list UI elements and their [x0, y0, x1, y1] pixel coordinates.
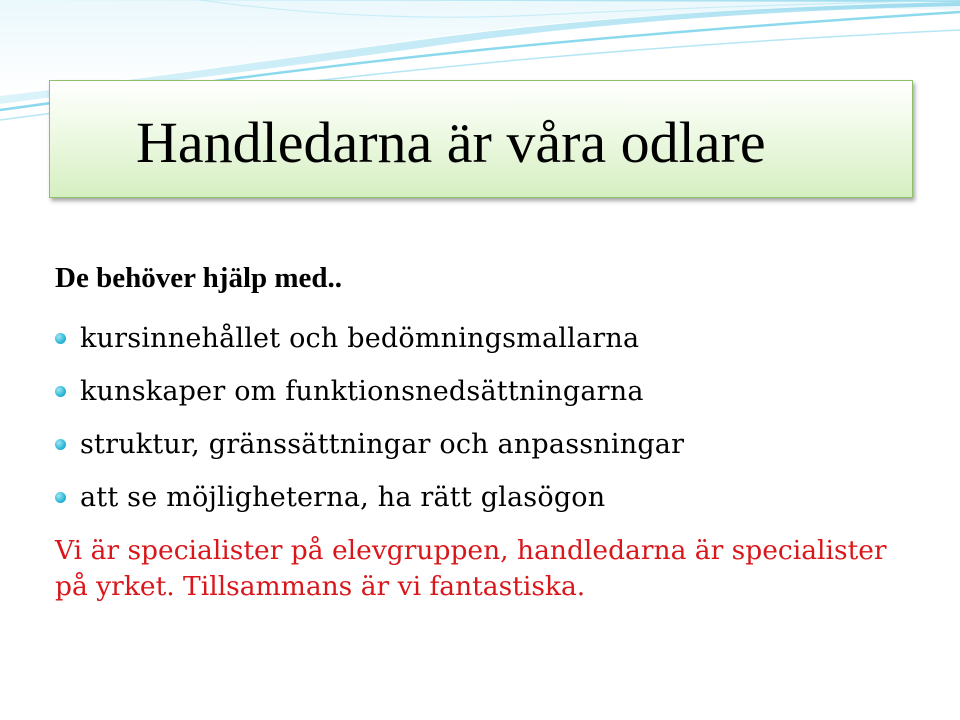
bullet-item: [55, 312, 684, 365]
bullet-text: struktur, gränssättningar och anpassningar: [80, 429, 685, 460]
closing-statement: Vi är specialister på elevgruppen, handledarna är specialister på yrket. Tillsammans är vi fantastiska.: [55, 535, 887, 602]
bullet-text: kursinnehållet och bedömningsmallarna: [80, 323, 640, 354]
bullet-item: [55, 365, 684, 418]
intro-heading: De behöver hjälp med..: [55, 262, 343, 294]
bullet-icon: [55, 492, 66, 503]
bullet-icon: [55, 333, 66, 344]
bullet-item: [55, 418, 684, 471]
bullet-icon: [55, 386, 66, 397]
bullet-item: [55, 471, 684, 524]
title-box: [49, 80, 913, 198]
bullet-list: [55, 312, 684, 524]
bullet-icon: [55, 439, 66, 450]
bullet-text: att se möjligheterna, ha rätt glasögon: [80, 482, 606, 513]
bullet-text: kunskaper om funktionsnedsättningarna: [80, 376, 644, 407]
slide-title: Handledarna är våra odlare: [136, 110, 766, 175]
